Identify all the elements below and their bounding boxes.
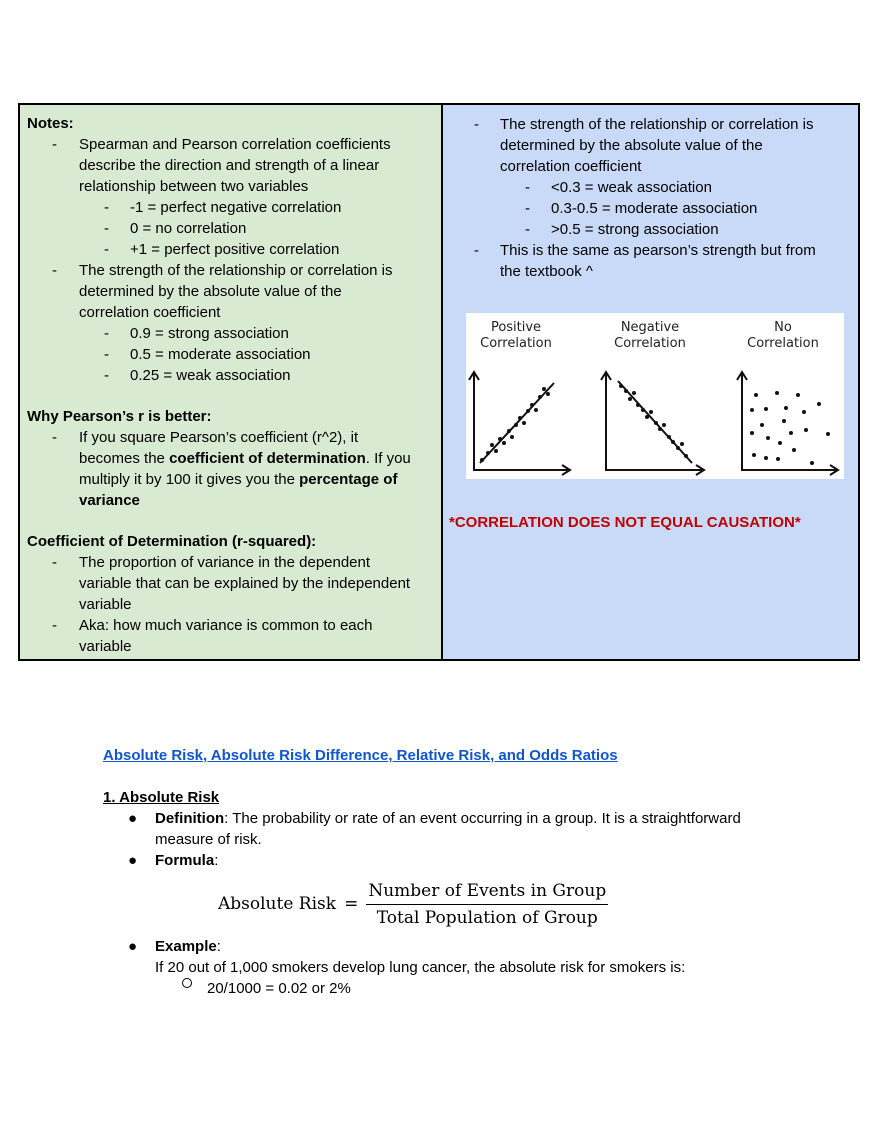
- text-span: :: [214, 852, 219, 869]
- data-point: [645, 415, 649, 419]
- data-point: [530, 403, 534, 407]
- data-point: [522, 421, 526, 425]
- data-point: [776, 457, 780, 461]
- example-text: If 20 out of 1,000 smokers develop lung cancer, the absolute risk for smokers is:: [155, 959, 686, 976]
- data-point: [802, 410, 806, 414]
- text-span: :: [216, 938, 221, 955]
- data-point: [654, 421, 658, 425]
- note-text: determined by the absolute value of the: [500, 137, 763, 154]
- data-point: [494, 449, 498, 453]
- note-text: [79, 469, 397, 490]
- dash: -: [52, 429, 57, 446]
- note-text: variable: [79, 596, 132, 613]
- note-text: relationship between two variables: [79, 178, 309, 195]
- note-text: Aka: how much variance is common to each: [79, 617, 373, 634]
- note-text: -1 = perfect negative correlation: [130, 199, 342, 216]
- causation-warning: *CORRELATION DOES NOT EQUAL CAUSATION*: [449, 514, 801, 531]
- data-point: [764, 456, 768, 460]
- formula-lhs: Absolute Risk: [218, 894, 337, 914]
- data-point: [810, 461, 814, 465]
- text-span: . If you: [365, 450, 411, 467]
- fig-title-line: Negative: [620, 320, 680, 335]
- note-text: If you square Pearson’s coefficient (r^2), it: [79, 429, 359, 446]
- bold-term: coefficient of determination: [169, 450, 366, 467]
- data-point: [676, 446, 680, 450]
- dash: -: [52, 617, 57, 634]
- note-text: Spearman and Pearson correlation coefficients: [79, 136, 391, 153]
- positive-trend-line: [480, 383, 554, 463]
- dash: -: [104, 346, 109, 363]
- note-text: +1 = perfect positive correlation: [130, 241, 340, 258]
- cod-heading: Coefficient of Determination (r-squared):: [27, 533, 317, 550]
- bullet-icon: ●: [128, 938, 138, 955]
- data-point: [526, 409, 530, 413]
- data-point: [817, 402, 821, 406]
- bullet-icon: ●: [128, 852, 138, 869]
- definition-text: measure of risk.: [155, 831, 262, 848]
- correlation-types-figure: [466, 313, 844, 479]
- note-text: This is the same as pearson’s strength but from: [500, 242, 816, 259]
- example-label-line: [155, 936, 221, 957]
- data-point: [649, 410, 653, 414]
- text-span: becomes the: [79, 450, 170, 467]
- bullet-icon: ●: [128, 810, 138, 827]
- notes-cell-left: [20, 105, 443, 659]
- data-point: [502, 441, 506, 445]
- dash: -: [52, 554, 57, 571]
- note-text: the textbook ^: [500, 263, 593, 280]
- formula-label-line: [155, 850, 218, 871]
- fig-title-line: Correlation: [480, 336, 552, 351]
- dash: -: [104, 199, 109, 216]
- dash: -: [104, 241, 109, 258]
- data-point: [498, 437, 502, 441]
- data-point: [750, 431, 754, 435]
- text-span: : The probability or rate of an event occurring in a group. It is a straightforward: [224, 810, 741, 827]
- note-text: The strength of the relationship or correlation is: [79, 262, 393, 279]
- definition-text: [155, 808, 741, 829]
- data-point: [778, 441, 782, 445]
- note-text: >0.5 = strong association: [551, 221, 719, 238]
- dash: -: [104, 325, 109, 342]
- data-point: [667, 435, 671, 439]
- dash: -: [474, 242, 479, 259]
- data-point: [546, 392, 550, 396]
- dash: -: [525, 179, 530, 196]
- formula-fraction: [366, 881, 608, 928]
- note-text: The proportion of variance in the dependent: [79, 554, 371, 571]
- data-point: [628, 397, 632, 401]
- example-label: Example: [155, 938, 217, 955]
- absolute-risk-title: 1. Absolute Risk: [103, 789, 220, 806]
- data-point: [760, 423, 764, 427]
- data-point: [684, 454, 688, 458]
- none-axes: [742, 373, 836, 470]
- dash: -: [52, 262, 57, 279]
- note-text: <0.3 = weak association: [551, 179, 712, 196]
- data-point: [792, 448, 796, 452]
- data-point: [782, 419, 786, 423]
- dash: -: [525, 200, 530, 217]
- data-point: [636, 403, 640, 407]
- note-text: correlation coefficient: [500, 158, 642, 175]
- fig-title-line: Correlation: [614, 336, 686, 351]
- note-text: variable: [79, 638, 132, 655]
- data-point: [624, 389, 628, 393]
- data-point: [754, 393, 758, 397]
- data-point: [480, 458, 484, 462]
- formula-label: Formula: [155, 852, 215, 869]
- data-point: [632, 391, 636, 395]
- hollow-bullet-icon: [182, 978, 192, 988]
- data-point: [514, 423, 518, 427]
- dash: -: [52, 136, 57, 153]
- dash: -: [474, 116, 479, 133]
- data-point: [518, 416, 522, 420]
- fig-title-line: No: [774, 320, 792, 335]
- bold-term: variance: [79, 492, 140, 509]
- dash: -: [104, 367, 109, 384]
- note-text: describe the direction and strength of a linear: [79, 157, 380, 174]
- data-point: [796, 393, 800, 397]
- bold-term: percentage of: [299, 471, 398, 488]
- text-span: multiply it by 100 it gives you the: [79, 471, 300, 488]
- data-point: [619, 384, 623, 388]
- data-point: [775, 391, 779, 395]
- note-text: 0.5 = moderate association: [130, 346, 311, 363]
- data-point: [490, 443, 494, 447]
- dash: -: [104, 220, 109, 237]
- data-point: [507, 429, 511, 433]
- note-text: determined by the absolute value of the: [79, 283, 342, 300]
- data-point: [510, 435, 514, 439]
- data-point: [784, 406, 788, 410]
- example-calculation: 20/1000 = 0.02 or 2%: [207, 980, 351, 997]
- note-text: correlation coefficient: [79, 304, 221, 321]
- fig-title-line: Correlation: [747, 336, 819, 351]
- note-text: 0.9 = strong association: [130, 325, 289, 342]
- note-text: variable that can be explained by the independent: [79, 575, 411, 592]
- formula-equals: =: [344, 894, 359, 914]
- data-point: [804, 428, 808, 432]
- scatter-sketches: [466, 313, 844, 479]
- risk-section-link[interactable]: Absolute Risk, Absolute Risk Difference, Relative Risk, and Odds Ratios: [103, 747, 618, 764]
- data-point: [764, 407, 768, 411]
- formula-denominator: Total Population of Group: [376, 907, 598, 928]
- dash: -: [525, 221, 530, 238]
- data-point: [680, 442, 684, 446]
- definition-label: Definition: [155, 810, 225, 827]
- data-point: [671, 440, 675, 444]
- note-text: 0.25 = weak association: [130, 367, 291, 384]
- data-point: [826, 432, 830, 436]
- data-point: [752, 453, 756, 457]
- fig-title-line: Positive: [490, 320, 542, 335]
- data-point: [766, 436, 770, 440]
- data-point: [641, 408, 645, 412]
- note-text: [79, 448, 411, 469]
- note-text: The strength of the relationship or correlation is: [500, 116, 814, 133]
- absolute-risk-formula: [218, 878, 608, 930]
- note-text: 0 = no correlation: [130, 220, 247, 237]
- data-point: [662, 423, 666, 427]
- note-text: 0.3-0.5 = moderate association: [551, 200, 758, 217]
- data-point: [486, 451, 490, 455]
- data-point: [542, 387, 546, 391]
- data-point: [658, 427, 662, 431]
- why-pearson-heading: Why Pearson’s r is better:: [27, 408, 212, 425]
- notes-heading: Notes:: [27, 115, 74, 132]
- formula-numerator: Number of Events in Group: [366, 881, 608, 905]
- data-point: [534, 408, 538, 412]
- data-point: [789, 431, 793, 435]
- data-point: [538, 395, 542, 399]
- data-point: [750, 408, 754, 412]
